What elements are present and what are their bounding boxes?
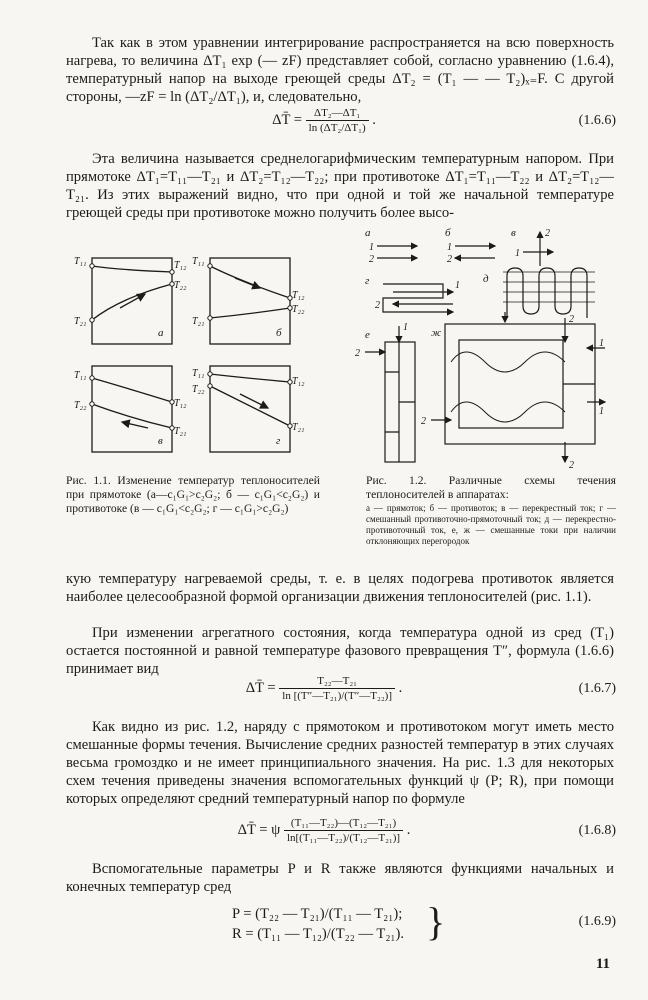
- svg-text:1: 1: [515, 248, 520, 259]
- paragraph-intro: Так как в этом уравнении интегрирование распространяется на всю поверхность нагрева, то величина ΔT₁ exp (— zF) представляет собой, согласно уравнению (1.6.4), температурный напор на выходе греющей среды ΔT₂ = (T₁ — — T₂)ₓ₌F. С другой стороны, —zF = ln (ΔT₂/ΔT₁), и, следовательно,: [66, 35, 614, 105]
- svg-text:T₂₂: T₂₂: [174, 280, 187, 291]
- svg-text:2: 2: [355, 348, 360, 359]
- svg-text:T₂₂: T₂₂: [192, 384, 205, 395]
- paragraph-parameters: Вспомогательные параметры P и R также являются функциями начальных и конечных температур сред: [66, 861, 614, 895]
- svg-text:1: 1: [447, 242, 452, 253]
- figure-1-2-caption: Рис. 1.2. Различные схемы течения теплоносителей в аппаратах:: [366, 474, 616, 501]
- equation-1-6-7: ΔT̄ = $\frac{\text{T₂₂—T₂₁}}{\text{ln [(T″—T₂₁)/(T″—T₂₂)]}}$ . (1.6.7): [245, 675, 616, 702]
- paragraph-log-mean: Эта величина называется среднелогарифмическим температурным напором. При прямотоке ΔT₁=T₁₁—T₂₁ и ΔT₂=T₁₂—T₂₂; при противотоке ΔT₁=T₁₁—T₂₂ и ΔT₂=T₁₂—T₂₁. Из этих выражений видно, что при одной и той же начальной температуре греющей среды при противотоке можно получить более высо-: [66, 151, 614, 221]
- eq2-number: (1.6.7): [578, 681, 616, 696]
- svg-text:T₂₂: T₂₂: [74, 400, 87, 411]
- paragraph-phase-change: При изменении агрегатного состояния, когда температура одной из сред (T₁) остается постоянной и равной температуре фазового превращения T″, формула (1.6.6) принимает вид: [66, 625, 614, 677]
- svg-text:2: 2: [375, 300, 380, 311]
- svg-text:г: г: [276, 435, 281, 447]
- svg-text:T₂₁: T₂₁: [192, 316, 205, 327]
- svg-text:а: а: [365, 227, 371, 239]
- eq1-number: (1.6.6): [578, 113, 616, 128]
- svg-text:T₁₁: T₁₁: [192, 256, 205, 267]
- svg-text:T₁₂: T₁₂: [174, 260, 187, 271]
- eq4-line-2: R = (T₁₁ — T₁₂)/(T₂₂ — T₂₁).: [232, 926, 405, 942]
- eq3-fraction: $\frac{\text{(T₁₁—T₂₂)—(T₁₂—T₂₁)}}{\text{ln[(T₁₁—T₂₂)/(T₁₂—T₂₁)]}}$: [284, 816, 403, 845]
- svg-text:1: 1: [599, 406, 604, 417]
- svg-text:T₂₁: T₂₁: [174, 426, 187, 437]
- svg-text:1: 1: [403, 322, 408, 333]
- eq1-lhs: ΔT̄ =: [272, 111, 302, 128]
- svg-text:T₁₂: T₁₂: [292, 376, 305, 387]
- svg-text:T₁₁: T₁₁: [192, 368, 205, 379]
- paragraph-counterflow: кую температуру нагреваемой среды, т. е. в целях подогрева противоток является наиболее целесообразной формой организации движения теплоносителей (рис. 1.1).: [66, 571, 614, 605]
- svg-text:е: е: [365, 329, 370, 341]
- svg-text:T₂₁: T₂₁: [74, 316, 87, 327]
- eq3-number: (1.6.8): [578, 823, 616, 838]
- svg-text:T₂₁: T₂₁: [292, 422, 305, 433]
- svg-text:б: б: [276, 327, 282, 339]
- panel-b-hot-curve: [210, 266, 290, 298]
- svg-text:1: 1: [455, 280, 460, 291]
- svg-text:2: 2: [369, 254, 374, 265]
- svg-text:г: г: [365, 275, 370, 287]
- panel-c-hot-curve: [92, 378, 172, 402]
- svg-text:б: б: [445, 227, 451, 239]
- svg-text:ж: ж: [431, 327, 442, 339]
- figure-1-1-caption: Рис. 1.1. Изменение температур теплоносителей при прямотоке (а—c₁G₁>c₂G₂; б — c₁G₁<c₂G₂) и противотоке (в — c₁G₁<c₂G₂; г — c₁G₁>c₂G₂): [66, 474, 320, 515]
- svg-text:2: 2: [569, 460, 574, 470]
- equation-1-6-8: ΔT̄ = ψ $\frac{\text{(T₁₁—T₂₂)—(T₁₂—T₂₁)}}{\text{ln[(T₁₁—T₂₂)/(T₁₂—T₂₁)]}}$ . (1.6.8): [237, 817, 616, 844]
- panel-b-cold-curve: [210, 308, 290, 318]
- svg-text:T₂₂: T₂₂: [292, 304, 305, 315]
- svg-text:а: а: [158, 327, 164, 339]
- svg-text:T₁₂: T₁₂: [174, 398, 187, 409]
- svg-text:T₁₂: T₁₂: [292, 290, 305, 301]
- svg-text:1: 1: [369, 242, 374, 253]
- svg-text:2: 2: [569, 314, 574, 325]
- eq4-number: (1.6.9): [578, 914, 616, 929]
- figure-1-2: [355, 222, 615, 470]
- equation-1-6-9: [232, 904, 404, 944]
- panel-d-hot-curve: [210, 374, 290, 382]
- svg-text:T₁₁: T₁₁: [74, 370, 87, 381]
- eq2-fraction: $\frac{\text{T₂₂—T₂₁}}{\text{ln [(T″—T₂₁)/(T″—T₂₂)]}}$: [279, 674, 395, 703]
- panel-d-cold-curve: [210, 386, 290, 426]
- eq4-line-1: P = (T₂₂ — T₂₁)/(T₁₁ — T₂₁);: [232, 906, 403, 922]
- svg-text:в: в: [511, 227, 516, 239]
- equation-1-6-6: ΔT̄ = $\frac{\text{ΔT₂—ΔT₁}}{\text{ln (ΔT₂/ΔT₁)}}$ . (1.6.6): [272, 107, 616, 134]
- figure-1-2-legend: а — прямоток; б — противоток; в — перекрестный ток; г — смешанный противоточно-прямоточный ток; д — перекрестно-противоточный ток, е, ж — смешанные токи при наличии отклоняющих перегородок: [366, 503, 616, 546]
- paragraph-mixed-flow: Как видно из рис. 1.2, наряду с прямотоком и противотоком могут иметь место смешанные формы течения. Вычисление средних разностей температур в этих случаях весьма громоздко и не имеет принципиального значения. На рис. 1.3 для некоторых схем течения приведены значения вспомогательных функций ψ (P; R), при помощи которых определяют средний температурный напор по формуле: [66, 719, 614, 807]
- page-number: 11: [595, 956, 610, 972]
- eq1-fraction: $\frac{\text{ΔT₂—ΔT₁}}{\text{ln (ΔT₂/ΔT₁)}}$: [306, 106, 369, 135]
- svg-text:2: 2: [447, 254, 452, 265]
- svg-text:д: д: [483, 273, 489, 285]
- svg-text:2: 2: [421, 416, 426, 427]
- svg-text:1: 1: [599, 338, 604, 349]
- svg-text:T₁₁: T₁₁: [74, 256, 87, 267]
- figure-1-1: [60, 246, 322, 456]
- panel-a-hot-curve: [92, 266, 172, 272]
- svg-text:2: 2: [545, 228, 550, 239]
- eq4-brace: }: [426, 899, 446, 944]
- svg-text:в: в: [158, 435, 163, 447]
